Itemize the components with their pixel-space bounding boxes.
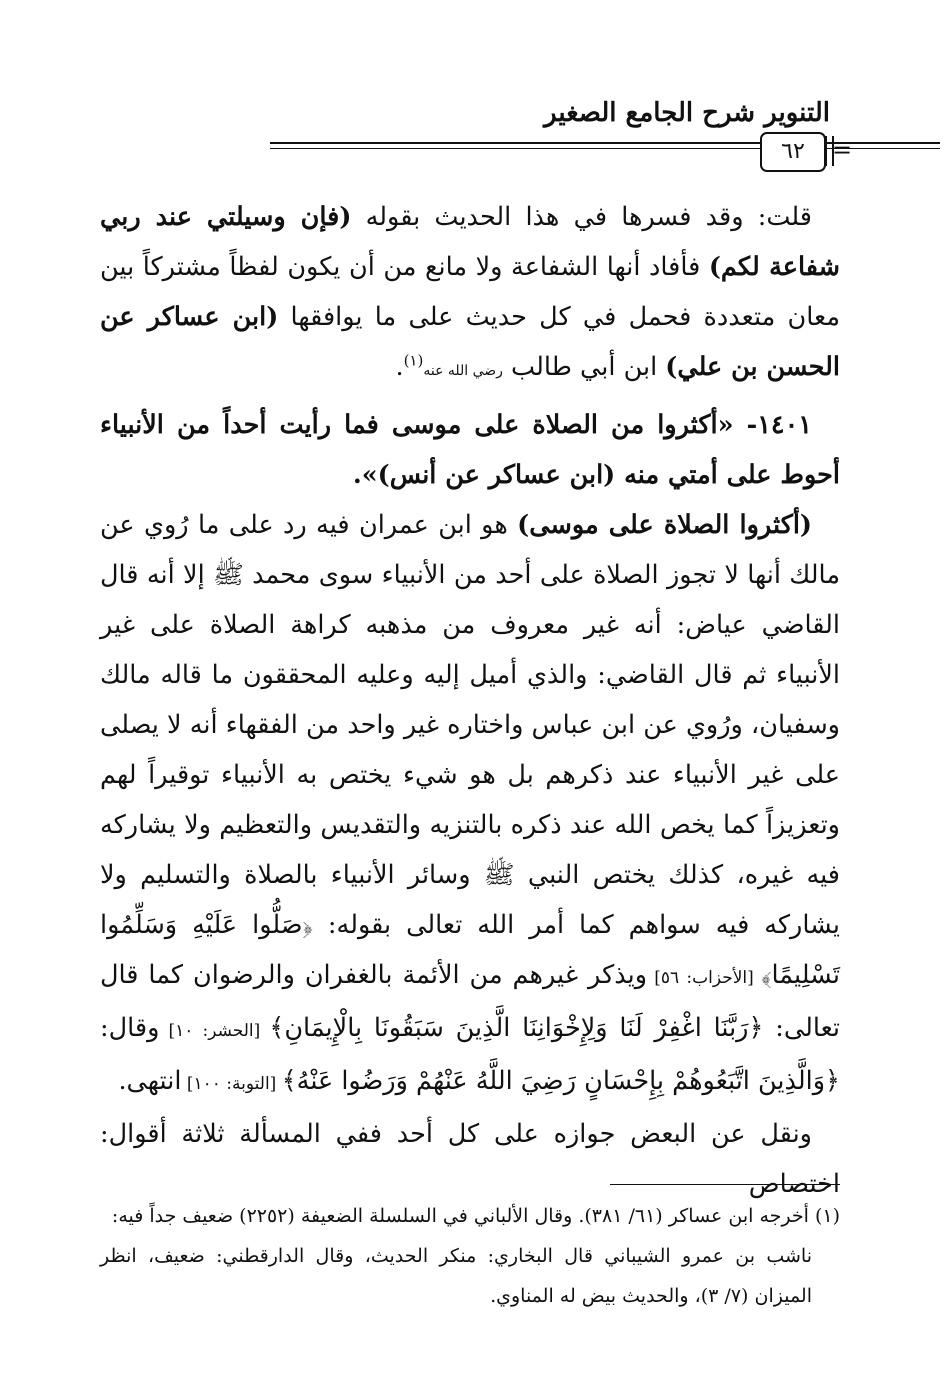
text-run: وقال: bbox=[100, 1013, 160, 1043]
text-run: انتهى. bbox=[118, 1066, 182, 1096]
page-number: ٦٢ bbox=[760, 132, 826, 172]
page-header bbox=[100, 98, 853, 188]
text-run: ابن أبي طالب bbox=[502, 352, 666, 382]
text-run: . bbox=[395, 352, 404, 382]
quran-verse: ﴿صَلُّوا عَلَيْهِ وَسَلِّمُوا تَسْلِيمًا﴾ bbox=[100, 910, 840, 990]
quran-verse: ﴿رَبَّنَا اغْفِرْ لَنَا وَلِإِخْوَانِنَا الَّذِينَ سَبَقُونَا بِالْإِيمَانِ﴾ bbox=[269, 1013, 764, 1043]
paragraph-commentary-2 bbox=[100, 500, 840, 1109]
text-run: ويذكر غيرهم من الأئمة بالغفران والرضوان كما قال تعالى: bbox=[100, 960, 841, 1043]
verse-reference: [الحشر: ١٠] bbox=[159, 1021, 270, 1041]
footnote-1-line1: (١) أخرجه ابن عساكر (٦١/ ٣٨١). وقال الألباني في السلسلة الضعيفة (٢٢٥٢) ضعيف جداً فيه: bbox=[111, 1205, 840, 1227]
hadith-quote: (فإن وسيلتي عند ربي شفاعة لكم) bbox=[100, 202, 841, 282]
quran-verse: ﴿وَالَّذِينَ اتَّبَعُوهُمْ بِإِحْسَانٍ رَضِيَ اللَّهُ عَنْهُمْ وَرَضُوا عَنْهُ﴾ bbox=[281, 1066, 840, 1096]
hadith-quote: (أكثروا الصلاة على موسى) bbox=[517, 510, 812, 540]
book-title: التنوير شرح الجامع الصغير bbox=[544, 98, 830, 128]
verse-reference: [التوبة: ١٠٠] bbox=[181, 1074, 282, 1094]
paragraph-commentary-1 bbox=[100, 192, 840, 396]
footnotes bbox=[100, 1196, 840, 1316]
footnote-1-line2: ناشب بن عمرو الشيباني قال البخاري: منكر الحديث، وقال الدارقطني: ضعيف، انظر الميزان (٧/ ٣)، والحديث بيض له المناوي. bbox=[100, 1245, 812, 1307]
main-text bbox=[100, 192, 840, 1209]
hadith-number: ١٤٠١- bbox=[746, 410, 812, 440]
source-citation: (ابن عساكر عن الحسن بن علي) bbox=[100, 302, 840, 382]
text-run: هو ابن عمران فيه رد على ما رُوي عن مالك أنها لا تجوز الصلاة على أحد من الأنبياء سوى محمد ﷺ إلا أنه قال القاضي عياض: أنه غير معروف من مذهبه كراهة الصلاة على غير الأنبياء ثم قال القاضي: والذي أميل إليه وعليه المحققون ما قاله مالك وسفيان، ورُوي عن ابن عباس واختاره غير واحد من الفقهاء أنه لا يصلى على غير الأنبياء عند ذكرهم بل هو شيء يختص به الأنبياء توقيراً لهم وتعزيزاً كما يخص الله عند ذكره بالتنزيه والتقديس والتعظيم ولا يشاركه فيه غيره، كذلك يختص النبي ﷺ وسائر الأنبياء بالصلاة والتسليم ولا يشاركه فيه سواهم كما أمر الله تعالى بقوله: bbox=[100, 510, 840, 940]
header-ornament: = bbox=[832, 136, 853, 164]
text-run: فأفاد أنها الشفاعة ولا مانع من أن يكون لفظاً مشتركاً بين معان متعددة فحمل في كل حديث على ما يوافقها bbox=[100, 252, 841, 332]
paragraph-commentary-3: ونقل عن البعض جوازه على كل أحد ففي المسألة ثلاثة أقوال: اختصاص bbox=[100, 1119, 840, 1199]
honorific-glyph: رضي الله عنه bbox=[423, 363, 503, 379]
hadith-text: «أكثروا من الصلاة على موسى فما رأيت أحداً من الأنبياء أحوط على أمتي منه (ابن عساكر عن أنس)». bbox=[100, 410, 840, 490]
footnote-ref[interactable]: (١) bbox=[403, 351, 424, 370]
verse-reference: [الأحزاب: ٥٦] bbox=[647, 968, 762, 988]
text-run: قلت: وقد فسرها في هذا الحديث بقوله bbox=[351, 202, 812, 232]
hadith-entry-1401 bbox=[100, 400, 840, 500]
footnote-separator bbox=[610, 1184, 840, 1185]
